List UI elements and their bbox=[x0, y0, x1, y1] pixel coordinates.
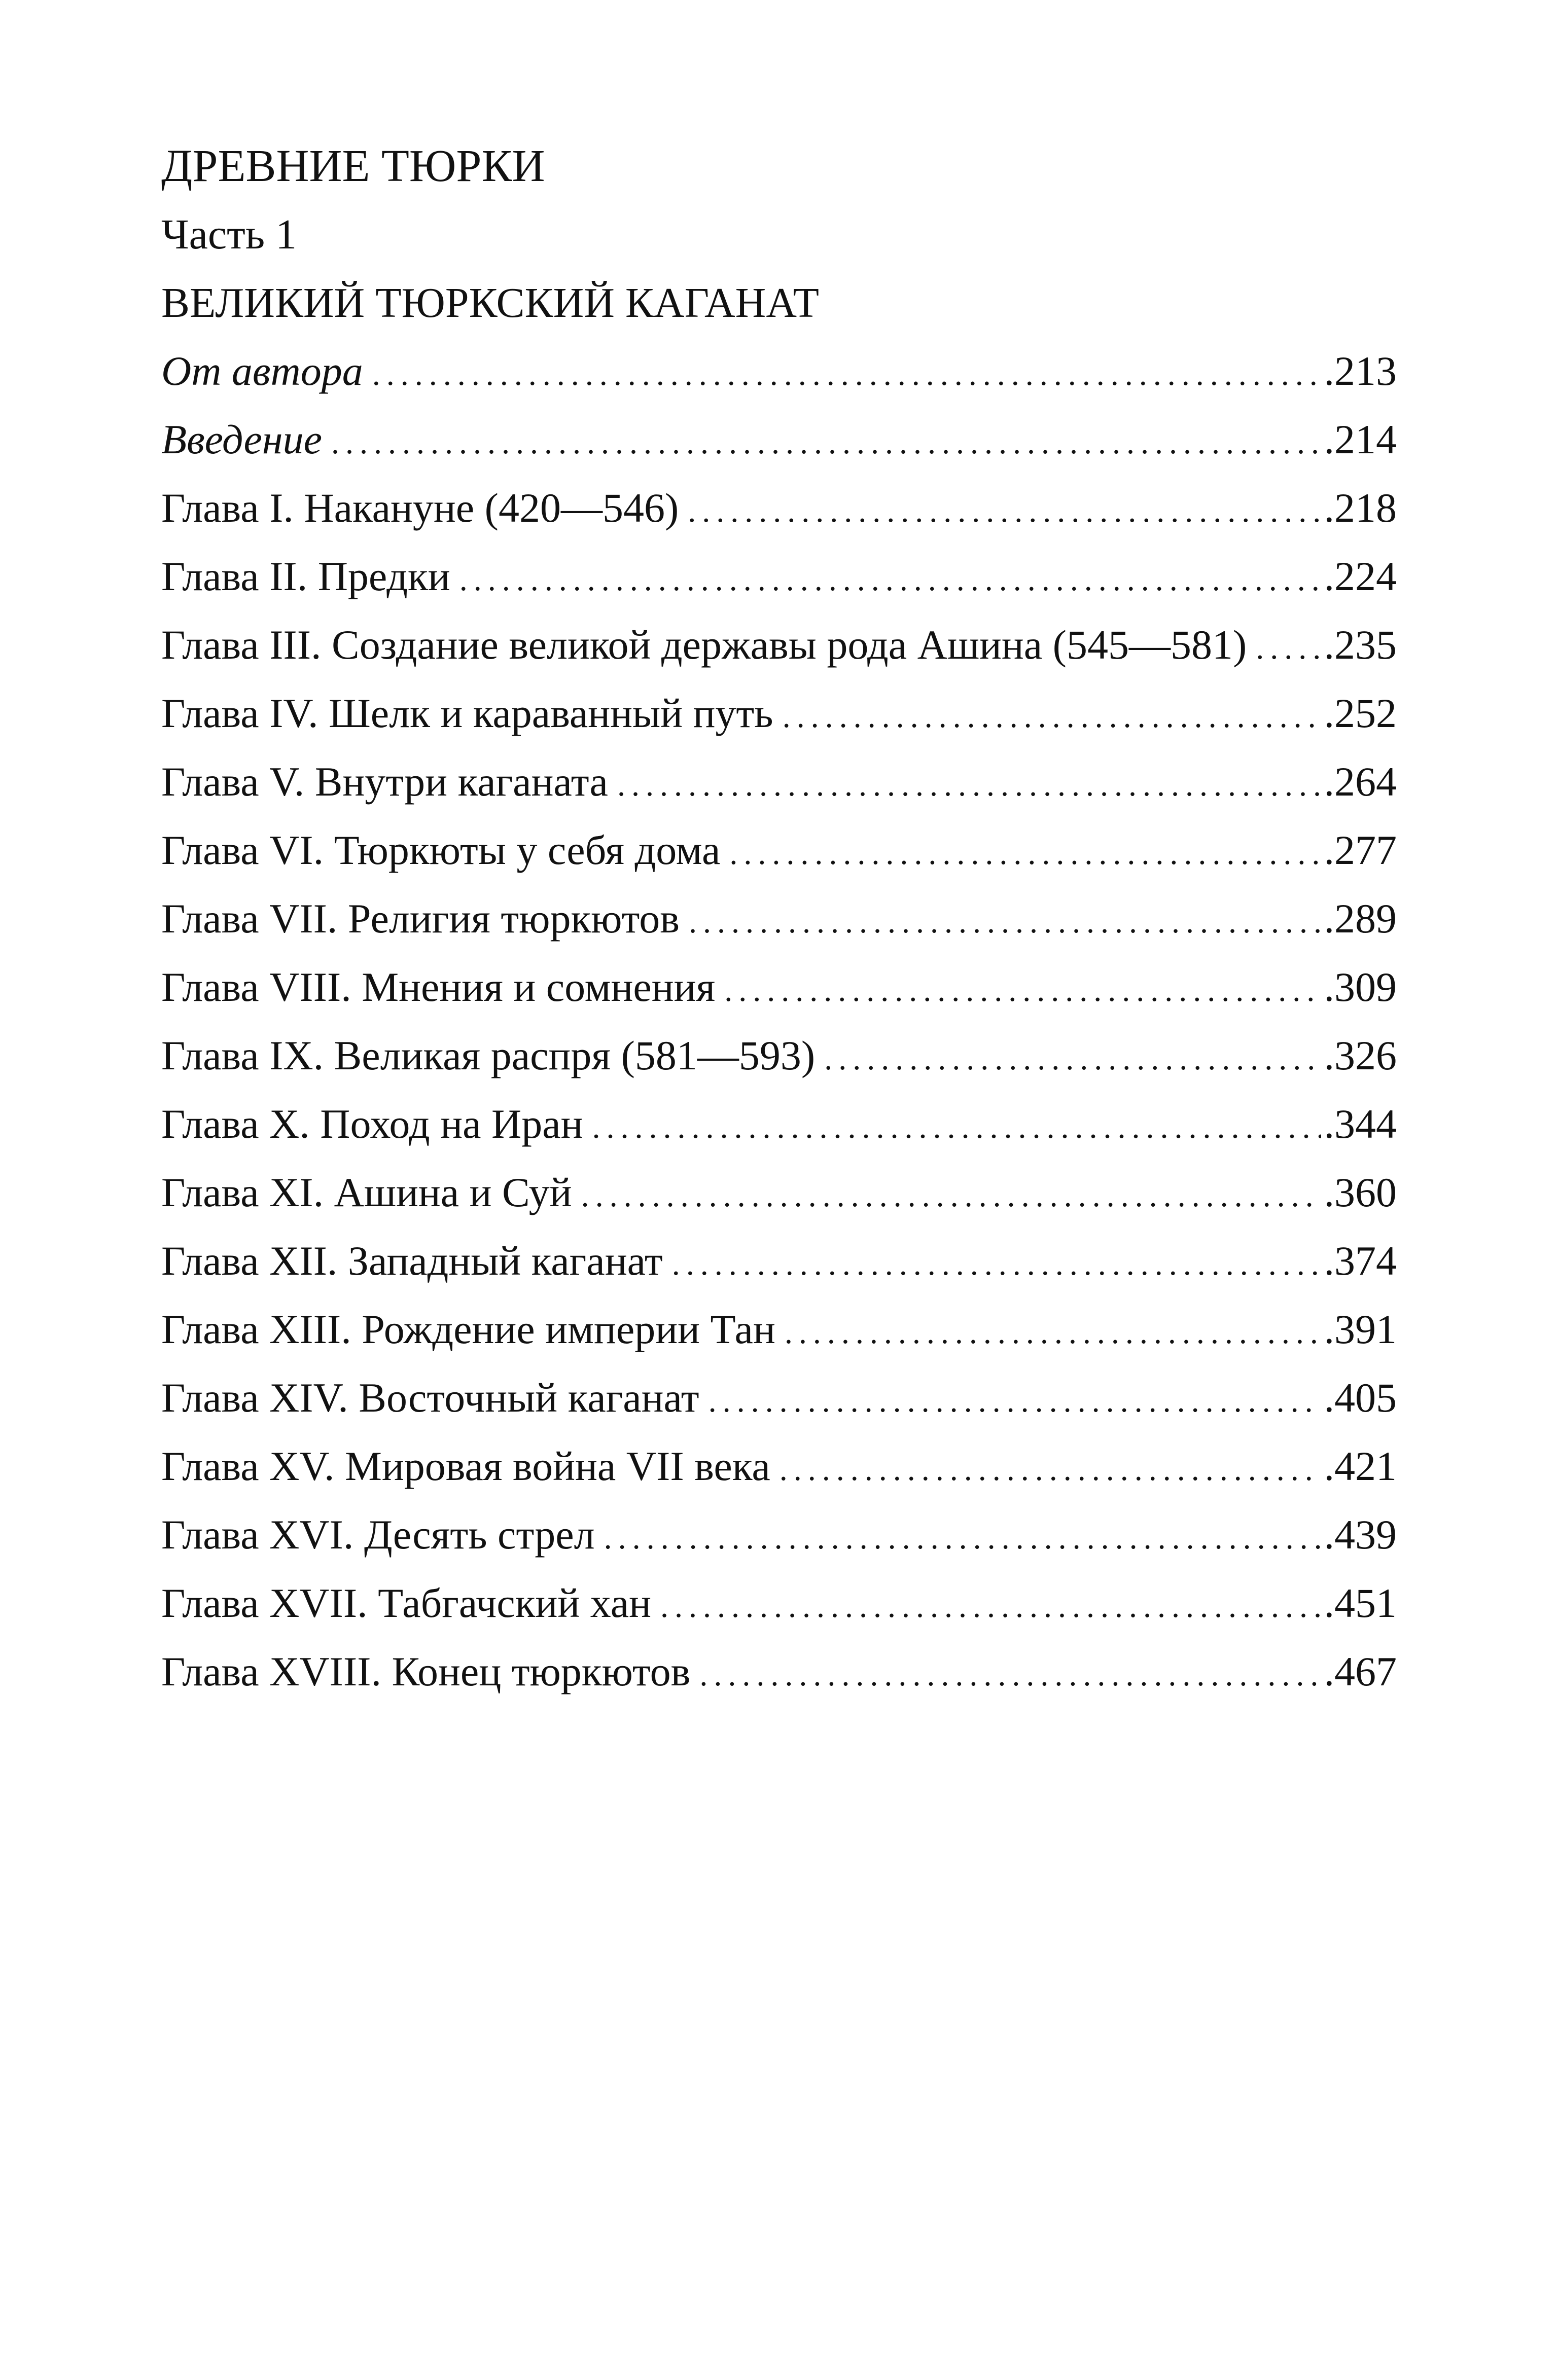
toc-entry-chapter-5[interactable] bbox=[161, 756, 1397, 825]
toc-entry-chapter-2[interactable] bbox=[161, 551, 1397, 620]
dot-leader bbox=[729, 828, 1321, 879]
toc-entry-introduction[interactable] bbox=[161, 414, 1397, 483]
toc-entry-chapter-15[interactable] bbox=[161, 1441, 1397, 1509]
toc-entry-chapter-16[interactable] bbox=[161, 1509, 1397, 1578]
entry-page-number: .289 bbox=[1324, 895, 1397, 942]
entry-title: Глава XII. Западный каганат bbox=[161, 1238, 663, 1284]
toc-entry-chapter-11[interactable] bbox=[161, 1167, 1397, 1236]
dot-leader bbox=[780, 1444, 1321, 1495]
dot-leader bbox=[824, 1033, 1321, 1084]
entry-title: От автора bbox=[161, 348, 363, 394]
entry-title: Глава XVII. Табгачский хан bbox=[161, 1580, 651, 1626]
toc-entry-chapter-13[interactable] bbox=[161, 1304, 1397, 1373]
dot-leader bbox=[581, 1170, 1321, 1221]
entry-page-number: .391 bbox=[1324, 1306, 1397, 1352]
entry-page-number: .218 bbox=[1324, 485, 1397, 531]
entry-page-number: .264 bbox=[1324, 759, 1397, 805]
entry-title: Глава XIII. Рождение империи Тан bbox=[161, 1306, 775, 1352]
entry-page-number: .344 bbox=[1324, 1101, 1397, 1147]
dot-leader bbox=[331, 417, 1321, 468]
entry-page-number: .467 bbox=[1324, 1648, 1397, 1694]
entry-title: Глава III. Создание великой державы рода Ашина (545—581) bbox=[161, 622, 1247, 668]
entry-title: Глава VI. Тюркюты у себя дома bbox=[161, 827, 721, 873]
toc-entry-chapter-14[interactable] bbox=[161, 1373, 1397, 1441]
entry-title: Глава VIII. Мнения и сомнения bbox=[161, 964, 716, 1010]
table-of-contents bbox=[161, 346, 1397, 1715]
toc-entry-chapter-10[interactable] bbox=[161, 1099, 1397, 1167]
entry-title: Глава I. Накануне (420—546) bbox=[161, 485, 679, 531]
part-label: Часть 1 bbox=[161, 211, 297, 258]
entry-title: Глава XIV. Восточный каганат bbox=[161, 1375, 699, 1421]
entry-page-number: .213 bbox=[1324, 348, 1397, 394]
toc-entry-chapter-3[interactable] bbox=[161, 620, 1397, 688]
entry-page-number: .451 bbox=[1324, 1580, 1397, 1626]
dot-leader bbox=[688, 486, 1321, 536]
toc-entry-from-author[interactable] bbox=[161, 346, 1397, 414]
toc-entry-chapter-1[interactable] bbox=[161, 483, 1397, 551]
entry-page-number: .235 bbox=[1324, 622, 1397, 668]
dot-leader bbox=[372, 349, 1321, 400]
book-title: ДРЕВНИЕ ТЮРКИ bbox=[161, 141, 545, 191]
dot-leader bbox=[783, 691, 1321, 742]
entry-title: Глава II. Предки bbox=[161, 553, 450, 599]
toc-entry-chapter-6[interactable] bbox=[161, 825, 1397, 893]
entry-title: Глава XVIII. Конец тюркютов bbox=[161, 1648, 691, 1694]
entry-page-number: .374 bbox=[1324, 1238, 1397, 1284]
entry-page-number: .214 bbox=[1324, 416, 1397, 462]
toc-entry-chapter-4[interactable] bbox=[161, 688, 1397, 756]
entry-title: Глава XI. Ашина и Суй bbox=[161, 1169, 572, 1215]
toc-entry-chapter-12[interactable] bbox=[161, 1236, 1397, 1304]
entry-page-number: .439 bbox=[1324, 1511, 1397, 1558]
entry-title: Глава VII. Религия тюркютов bbox=[161, 895, 680, 942]
entry-title: Введение bbox=[161, 416, 322, 462]
dot-leader bbox=[660, 1581, 1321, 1632]
entry-title: Глава XVI. Десять стрел bbox=[161, 1511, 595, 1558]
toc-entry-chapter-18[interactable] bbox=[161, 1646, 1397, 1715]
dot-leader bbox=[617, 760, 1321, 810]
toc-entry-chapter-8[interactable] bbox=[161, 962, 1397, 1030]
dot-leader bbox=[699, 1649, 1321, 1700]
entry-title: Глава XV. Мировая война VII века bbox=[161, 1443, 770, 1489]
toc-entry-chapter-7[interactable] bbox=[161, 893, 1397, 962]
entry-page-number: .360 bbox=[1324, 1169, 1397, 1215]
entry-page-number: .309 bbox=[1324, 964, 1397, 1010]
entry-page-number: .277 bbox=[1324, 827, 1397, 873]
dot-leader bbox=[592, 1102, 1321, 1152]
entry-page-number: .421 bbox=[1324, 1443, 1397, 1489]
entry-title: Глава IV. Шелк и караванный путь bbox=[161, 690, 773, 736]
dot-leader bbox=[724, 965, 1321, 1016]
dot-leader bbox=[604, 1512, 1321, 1563]
part-title: ВЕЛИКИЙ ТЮРКСКИЙ КАГАНАТ bbox=[161, 279, 819, 327]
entry-page-number: .326 bbox=[1324, 1032, 1397, 1078]
dot-leader bbox=[1256, 623, 1321, 673]
entry-page-number: .252 bbox=[1324, 690, 1397, 736]
entry-page-number: .405 bbox=[1324, 1375, 1397, 1421]
dot-leader bbox=[785, 1307, 1321, 1358]
toc-entry-chapter-9[interactable] bbox=[161, 1030, 1397, 1099]
dot-leader bbox=[459, 554, 1321, 605]
dot-leader bbox=[672, 1239, 1321, 1289]
dot-leader bbox=[709, 1376, 1321, 1426]
toc-entry-chapter-17[interactable] bbox=[161, 1578, 1397, 1646]
entry-page-number: .224 bbox=[1324, 553, 1397, 599]
entry-title: Глава X. Поход на Иран bbox=[161, 1101, 583, 1147]
entry-title: Глава V. Внутри каганата bbox=[161, 759, 608, 805]
dot-leader bbox=[689, 896, 1321, 947]
entry-title: Глава IX. Великая распря (581—593) bbox=[161, 1032, 816, 1078]
